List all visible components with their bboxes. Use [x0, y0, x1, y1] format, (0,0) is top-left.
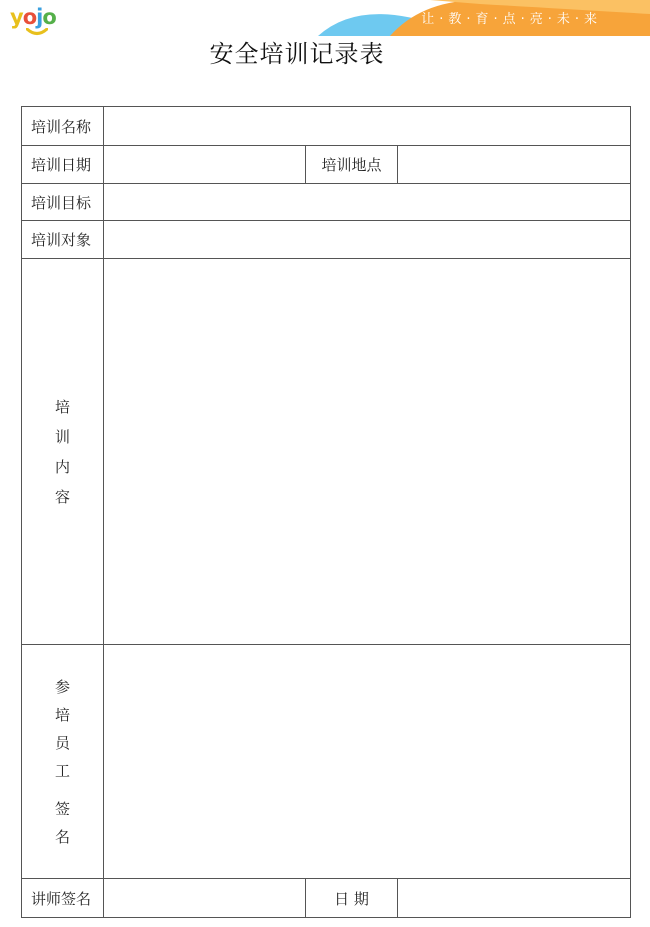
header-banner	[300, 0, 650, 36]
training-date-field[interactable]	[104, 146, 306, 184]
logo-letter-o: o	[22, 5, 37, 29]
row-training-audience	[22, 221, 631, 259]
participant-char: 员	[54, 733, 70, 752]
lecturer-signature-label: 讲师签名	[22, 879, 104, 918]
participant-char: 培	[54, 705, 70, 724]
row-training-date	[22, 146, 631, 184]
content-char: 培	[54, 397, 70, 416]
date-label: 日 期	[306, 879, 398, 918]
slogan-text: 让·教·育·点·亮·未·来	[421, 12, 602, 27]
logo-letter-y: y	[10, 5, 23, 29]
row-lecturer-signature	[22, 879, 631, 918]
participant-char: 工	[54, 761, 70, 780]
training-date-label: 培训日期	[22, 146, 104, 184]
participant-signature-label	[22, 645, 104, 879]
training-location-field[interactable]	[398, 146, 631, 184]
logo-letter-j: j	[36, 5, 43, 29]
training-name-label: 培训名称	[22, 107, 104, 146]
page-title: 安全培训记录表	[209, 40, 385, 68]
row-training-name	[22, 107, 631, 146]
date-field[interactable]	[398, 879, 631, 918]
training-name-field[interactable]	[104, 107, 631, 146]
training-content-label	[22, 259, 104, 645]
participant-char: 参	[54, 677, 70, 696]
training-audience-field[interactable]	[104, 221, 631, 259]
lecturer-signature-field[interactable]	[104, 879, 306, 918]
content-char: 容	[54, 487, 70, 506]
training-location-label: 培训地点	[306, 146, 398, 184]
training-record-table	[21, 106, 631, 918]
training-content-field[interactable]	[104, 259, 631, 645]
training-goal-field[interactable]	[104, 184, 631, 221]
row-training-goal	[22, 184, 631, 221]
training-audience-label: 培训对象	[22, 221, 104, 259]
participant-signature-field[interactable]	[104, 645, 631, 879]
participant-char: 签	[54, 799, 70, 818]
content-char: 内	[54, 457, 70, 476]
row-training-content	[22, 259, 631, 645]
yojo-logo	[10, 4, 56, 34]
row-participant-signature	[22, 645, 631, 879]
content-char: 训	[54, 427, 70, 446]
participant-char: 名	[54, 827, 70, 846]
logo-letter-o2: o	[42, 5, 56, 29]
training-goal-label: 培训目标	[22, 184, 104, 221]
